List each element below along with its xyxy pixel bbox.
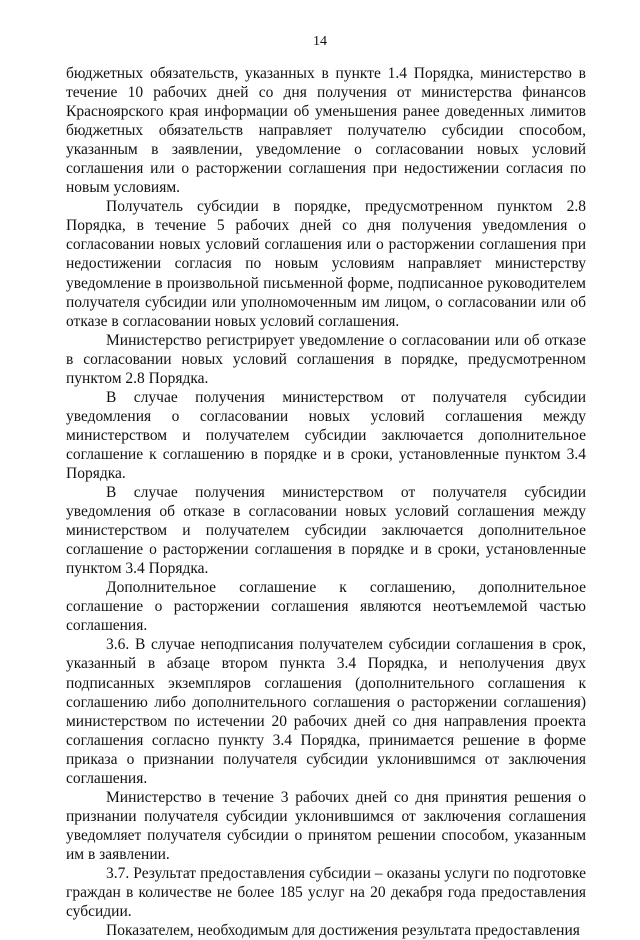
document-body — [66, 64, 586, 940]
paragraph-evasion-notice: Министерство в течение 3 рабочих дней со дня принятия решения о признании получателя субсидии уклонившимся от заключения соглашения уведомляет получателя субсидии о принятом решении способом, указанным им в заявлении. — [66, 788, 586, 863]
paragraph-section-3-6: 3.6. В случае неподписания получателем субсидии соглашения в срок, указанный в абзаце втором пункта 3.4 Порядка, и неполучения двух подписанных экземпляров соглашения (дополнительного соглашения к соглашению либо дополнительного соглашения о расторжении соглашения) министерством по истечении 20 рабочих дней со дня направления проекта соглашения согласно пункту 3.4 Порядка, принимается решение в форме приказа о признании получателя субсидии уклонившимся от заключения соглашения. — [66, 636, 586, 787]
paragraph-section-3-7: 3.7. Результат предоставления субсидии – оказаны услуги по подготовке граждан в количестве не более 185 услуг на 20 декабря года предоставления субсидии. — [66, 864, 586, 921]
page-number: 14 — [313, 34, 327, 49]
paragraph-continuation: бюджетных обязательств, указанных в пункте 1.4 Порядка, министерство в течение 10 рабочих дней со дня получения от министерства финансов Красноярского края информации об уменьшения ранее доведенных лимитов бюджетных обязательств направляет получателю субсидии способом, указанным в заявлении, уведомление о согласовании новых условий соглашения или о расторжении соглашения при недостижении согласия по новым условиям. — [66, 65, 586, 197]
paragraph-recipient-notification: Получатель субсидии в порядке, предусмотренном пунктом 2.8 Порядка, в течение 5 рабочих дней со дня получения уведомления о согласовании новых условий соглашения или о расторжении соглашения при недостижении согласия по новым условиям направляет министерству уведомление в произвольной письменной форме, подписанное руководителем получателя субсидии или уполномоченным им лицом, о согласовании или об отказе в согласовании новых условий соглашения. — [66, 198, 586, 330]
paragraph-integral-part: Дополнительное соглашение к соглашению, дополнительное соглашение о расторжении соглашения являются неотъемлемой частью соглашения. — [66, 579, 586, 635]
paragraph-agreement-consent: В случае получения министерством от получателя субсидии уведомления о согласовании новых условий соглашения между министерством и получателем субсидии заключается дополнительное соглашение к соглашению в порядке и в сроки, установленные пунктом 3.4 Порядка. — [66, 388, 586, 482]
paragraph-indicator: Показателем, необходимым для достижения результата предоставления — [106, 922, 580, 940]
paragraph-ministry-registration: Министерство регистрирует уведомление о согласовании или об отказе в согласовании новых условий соглашения в порядке, предусмотренном пунктом 2.8 Порядка. — [66, 331, 586, 387]
paragraph-agreement-refusal: В случае получения министерством от получателя субсидии уведомления об отказе в согласовании новых условий соглашения между министерством и получателем субсидии заключается дополнительное соглашение о расторжении соглашения в порядке и в сроки, установленные пунктом 3.4 Порядка. — [66, 484, 586, 578]
